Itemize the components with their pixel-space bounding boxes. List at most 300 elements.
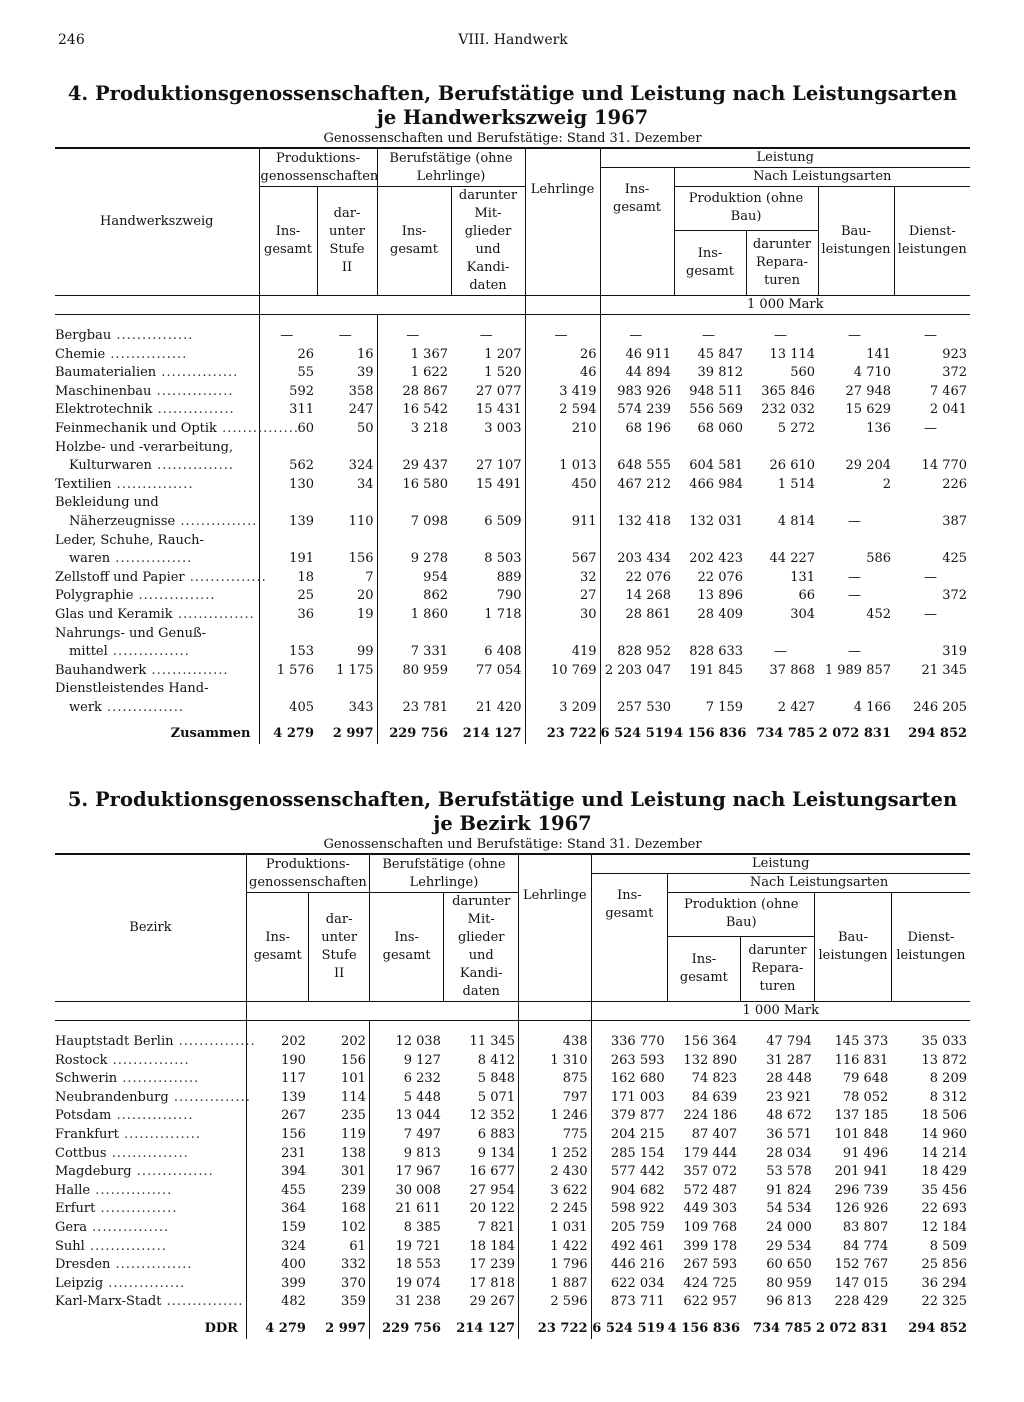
cell	[259, 680, 317, 699]
cell: 61	[349, 1238, 366, 1254]
cell: 301	[341, 1164, 366, 1180]
cell: 560	[790, 365, 816, 381]
cell: 15 629	[845, 402, 892, 418]
leader-dots: ...............	[161, 1294, 244, 1310]
cell: 84 774	[842, 1238, 889, 1254]
row-label-text: Feinmechanik und Optik	[55, 420, 217, 436]
table-5-section	[55, 788, 970, 1339]
leader-dots: ...............	[152, 402, 235, 418]
cell: 790	[496, 588, 522, 604]
cell: 21 611	[369, 1200, 444, 1219]
cell: 923	[942, 346, 968, 362]
cell: 336 770	[591, 1021, 668, 1052]
header-produktion: Produktion (ohne Bau)	[674, 187, 818, 231]
cell: 84 639	[691, 1089, 738, 1105]
cell: 6 408	[484, 644, 522, 660]
table-row	[55, 457, 970, 476]
cell: 22 325	[921, 1294, 967, 1310]
cell	[451, 439, 525, 458]
cell: 311	[259, 401, 317, 420]
cell: 4 710	[853, 365, 892, 381]
cell: 66	[798, 588, 816, 604]
row-label	[55, 439, 259, 458]
cell: 13 114	[769, 346, 816, 362]
cell: 7 159	[705, 699, 744, 715]
table-row	[55, 569, 970, 588]
cell: —	[848, 569, 862, 585]
table-row	[55, 587, 970, 606]
cell: 16 542	[377, 401, 451, 420]
cell: 26 610	[769, 458, 816, 474]
cell: 9 278	[377, 550, 451, 569]
total-cell: 214 127	[456, 1320, 516, 1336]
row-label	[55, 420, 300, 439]
cell: 60 650	[766, 1257, 812, 1273]
row-label	[55, 457, 259, 476]
row-label	[55, 1275, 246, 1294]
unit5-label: 1 000 Mark	[591, 1002, 970, 1021]
table-row	[55, 1021, 970, 1052]
table-row	[55, 1052, 970, 1071]
cell: 136	[866, 420, 892, 436]
cell: —	[702, 328, 716, 343]
row-label	[55, 1200, 246, 1219]
cell: 138	[341, 1145, 366, 1161]
row-label-text: Chemie	[55, 346, 106, 362]
row-label	[55, 364, 259, 383]
cell: 91 824	[766, 1182, 812, 1198]
cell: 130	[259, 476, 317, 495]
cell: 101	[341, 1071, 366, 1087]
cell	[894, 494, 970, 513]
total-cell: 4 279	[259, 717, 317, 744]
row-label	[55, 699, 259, 718]
total-cell: 4 156 836	[674, 726, 747, 742]
cell: 446 216	[591, 1256, 668, 1275]
cell	[746, 494, 818, 513]
cell: 34	[356, 476, 374, 492]
cell: 399 178	[683, 1238, 738, 1254]
total-label: DDR	[204, 1320, 238, 1336]
cell: 904 682	[591, 1182, 668, 1201]
cell: 1 514	[777, 476, 816, 492]
leader-dots: ...............	[90, 1182, 173, 1198]
leader-dots: ...............	[111, 1108, 194, 1124]
leader-dots: ...............	[168, 1089, 251, 1105]
cell: 1 796	[519, 1256, 592, 1275]
cell	[317, 439, 377, 458]
table-row	[55, 1256, 970, 1275]
cell: 574 239	[600, 401, 674, 420]
cell: 365 846	[761, 383, 816, 399]
header-stufe: dar- unter Stufe II	[317, 187, 377, 296]
header5-l-spacer	[591, 936, 668, 1001]
row-label	[55, 315, 259, 346]
table-row	[55, 1089, 970, 1108]
cell: 131	[790, 569, 816, 585]
cell: 228 429	[834, 1294, 889, 1310]
row-label	[55, 476, 259, 495]
cell: 267	[246, 1107, 308, 1126]
cell: 983 926	[600, 383, 674, 402]
row-label-text: Halle	[55, 1182, 91, 1198]
leader-dots: ...............	[118, 1126, 201, 1142]
cell	[746, 680, 818, 699]
cell: 1 989 857	[824, 662, 892, 678]
cell: 17 239	[469, 1257, 516, 1273]
cell: 5 071	[477, 1089, 516, 1105]
cell: 47 794	[766, 1034, 812, 1049]
cell: 8 509	[929, 1238, 967, 1254]
cell: 247	[348, 402, 374, 418]
row-label	[55, 1070, 246, 1089]
cell: 5 448	[369, 1089, 444, 1108]
cell: 27 077	[476, 383, 522, 399]
cell: 28 448	[766, 1071, 812, 1087]
cell: 139	[259, 513, 317, 532]
cell: 372	[942, 365, 968, 381]
row-label-text: waren	[69, 551, 111, 567]
table-row	[55, 1070, 970, 1089]
header5-pg: Produktions- genossenschaften	[246, 854, 369, 893]
cell: 32	[525, 569, 600, 588]
cell	[818, 680, 894, 699]
cell: 648 555	[600, 457, 674, 476]
cell: 2 596	[519, 1293, 592, 1312]
header5-bt: Berufstätige (ohne Lehrlinge)	[369, 854, 518, 893]
cell: 3 622	[519, 1182, 592, 1201]
row-label	[55, 569, 267, 588]
row-label-text: Bauhandwerk	[55, 662, 147, 678]
header-bau: Bau- leistungen	[818, 187, 894, 296]
cell	[525, 680, 600, 699]
cell: 25	[259, 587, 317, 606]
cell: 9 134	[477, 1145, 516, 1161]
cell: 358	[348, 383, 374, 399]
cell: 101 848	[834, 1126, 889, 1142]
cell: 53 578	[766, 1164, 812, 1180]
cell	[451, 680, 525, 699]
table-4-title-line2: je Handwerkszweig 1967	[376, 106, 649, 129]
cell: 13 872	[921, 1052, 967, 1068]
table-row	[55, 699, 970, 718]
cell: 68 060	[697, 420, 744, 436]
header-bt-insgesamt: Ins- gesamt	[377, 187, 451, 296]
cell: 6 883	[477, 1126, 516, 1142]
cell: 74 823	[691, 1071, 738, 1087]
cell: 29 534	[766, 1238, 812, 1254]
cell: 357 072	[683, 1164, 738, 1180]
cell: 873 711	[591, 1293, 668, 1312]
table-4-section	[55, 82, 970, 744]
table-4-body	[55, 315, 970, 745]
total-cell: 294 852	[908, 726, 968, 742]
cell: 7	[365, 569, 374, 585]
row-label	[55, 1107, 246, 1126]
row-label-text: Leder, Schuhe, Rauch-	[55, 532, 204, 548]
table-row	[55, 1293, 970, 1312]
row-label-text: Magdeburg	[55, 1164, 132, 1180]
row-label-text: Nahrungs- und Genuß-	[55, 625, 207, 641]
cell: 68 196	[600, 420, 674, 439]
cell: 202	[341, 1034, 366, 1049]
leader-dots: ...............	[111, 328, 194, 343]
total-cell: 734 785	[752, 1320, 812, 1336]
cell: 80 959	[377, 662, 451, 681]
cell: 285 154	[591, 1145, 668, 1164]
cell: 14 214	[921, 1145, 967, 1161]
cell	[317, 532, 377, 551]
cell	[377, 494, 451, 513]
table-row	[55, 625, 970, 644]
table-row	[55, 315, 970, 346]
cell: 46 911	[600, 346, 674, 365]
cell: 27 948	[845, 383, 892, 399]
row-label	[55, 1052, 246, 1071]
table-row	[55, 1163, 970, 1182]
row-label-text: Hauptstadt Berlin	[55, 1034, 174, 1049]
header5-produktion: Produktion (ohne Bau)	[668, 893, 815, 937]
cell	[525, 532, 600, 551]
row-label	[55, 606, 259, 625]
header5-lehrlinge: Lehrlinge	[519, 854, 592, 936]
row-label-text: Maschinenbau	[55, 383, 152, 399]
cell: 6 232	[369, 1070, 444, 1089]
cell: 109 768	[683, 1219, 738, 1235]
cell: 36	[259, 606, 317, 625]
cell: 132 890	[683, 1052, 738, 1068]
cell: 5 272	[777, 420, 816, 436]
cell: 55	[259, 364, 317, 383]
total-row	[55, 717, 970, 744]
cell: 828 633	[689, 644, 744, 660]
cell: 116 831	[834, 1052, 889, 1068]
cell: 1 367	[377, 346, 451, 365]
cell: 343	[348, 699, 374, 715]
cell	[600, 494, 674, 513]
cell: 25 856	[921, 1257, 967, 1273]
cell: 3 209	[525, 699, 600, 718]
cell: 205 759	[591, 1219, 668, 1238]
cell: 492 461	[591, 1238, 668, 1257]
table-row	[55, 606, 970, 625]
leader-dots: ...............	[95, 1201, 178, 1217]
cell	[818, 625, 894, 644]
table-row	[55, 1275, 970, 1294]
cell	[894, 625, 970, 644]
row-label	[55, 1293, 246, 1312]
cell: 18	[259, 569, 317, 588]
leader-dots: ...............	[131, 1164, 214, 1180]
cell: —	[259, 315, 317, 346]
total-cell: 2 997	[332, 726, 374, 742]
cell: 1 718	[484, 606, 522, 622]
cell: 19 721	[369, 1238, 444, 1257]
cell	[259, 494, 317, 513]
row-label	[55, 1021, 256, 1052]
page-number: 246	[58, 32, 85, 48]
header-pg: Produktions- genossenschaften	[259, 148, 377, 187]
header-l-insgesamt: Ins- gesamt	[600, 168, 674, 231]
cell: 102	[341, 1219, 366, 1235]
cell: 202 423	[689, 551, 744, 567]
table-row	[55, 550, 970, 569]
cell: 15 431	[476, 402, 522, 418]
cell: 1 520	[484, 365, 522, 381]
row-label	[55, 494, 259, 513]
row-label-text: Baumaterialien	[55, 365, 157, 381]
leader-dots: ...............	[84, 1238, 167, 1254]
cell: 203 434	[600, 550, 674, 569]
cell: 586	[866, 551, 892, 567]
cell: 96 813	[766, 1294, 812, 1310]
row-label	[55, 513, 259, 532]
cell: 20 122	[469, 1201, 516, 1217]
cell: 39 812	[697, 365, 744, 381]
cell	[746, 532, 818, 551]
row-label	[55, 1219, 246, 1238]
row-label	[55, 550, 259, 569]
cell: 482	[246, 1293, 308, 1312]
cell: 28 409	[697, 606, 744, 622]
table-row	[55, 1238, 970, 1257]
row-label-text: Neubrandenburg	[55, 1089, 169, 1105]
cell: 296 739	[834, 1182, 889, 1198]
cell: 2 430	[519, 1163, 592, 1182]
cell: 304	[790, 606, 816, 622]
cell: 83 807	[842, 1219, 889, 1235]
header5-lehrlinge-spacer	[519, 936, 592, 1001]
cell: 29 437	[377, 457, 451, 476]
row-label	[55, 1163, 246, 1182]
cell: —	[525, 315, 600, 346]
cell: 171 003	[591, 1089, 668, 1108]
cell: 450	[525, 476, 600, 495]
cell: 60	[259, 420, 317, 439]
row-label-text: Zellstoff und Papier	[55, 569, 185, 585]
leader-dots: ...............	[110, 1257, 193, 1273]
header-leistung: Leistung	[600, 148, 970, 168]
row-label-text: Bergbau	[55, 328, 112, 343]
cell: 15 491	[476, 476, 522, 492]
cell: 1 013	[525, 457, 600, 476]
total-cell: 2 072 831	[818, 726, 892, 742]
header-mitglieder: darunter Mit- glieder und Kandi- daten	[451, 187, 525, 296]
cell: 28 034	[766, 1145, 812, 1161]
cell: 7 497	[369, 1126, 444, 1145]
header-bt: Berufstätige (ohne Lehrlinge)	[377, 148, 525, 187]
cell: 132 031	[689, 513, 744, 529]
cell: 379 877	[591, 1107, 668, 1126]
cell	[818, 532, 894, 551]
cell: 862	[377, 587, 451, 606]
table-row	[55, 1219, 970, 1238]
leader-dots: ...............	[107, 644, 190, 660]
row-label-text: mittel	[69, 644, 108, 660]
cell: 14 268	[600, 587, 674, 606]
cell: 7 821	[477, 1219, 516, 1235]
row-label	[55, 1256, 246, 1275]
cell: 372	[942, 588, 968, 604]
cell: 110	[348, 513, 374, 529]
table-row	[55, 680, 970, 699]
cell: 1 252	[519, 1145, 592, 1164]
cell: 8 503	[484, 551, 522, 567]
cell	[317, 625, 377, 644]
leader-dots: ...............	[151, 383, 234, 399]
table-row	[55, 401, 970, 420]
cell: 2	[882, 476, 892, 492]
cell: 31 287	[766, 1052, 812, 1068]
total-cell: 734 785	[756, 726, 816, 742]
cell: 400	[246, 1256, 308, 1275]
cell: 152 767	[834, 1257, 889, 1273]
cell: 622 034	[591, 1275, 668, 1294]
cell: 87 407	[691, 1126, 738, 1142]
header5-nach: Nach Leistungsarten	[668, 874, 970, 893]
cell	[377, 625, 451, 644]
leader-dots: ...............	[216, 420, 300, 436]
cell	[674, 680, 746, 699]
cell: 2 203 047	[600, 662, 674, 681]
cell: —	[377, 315, 451, 346]
cell: 201 941	[834, 1164, 889, 1180]
cell: 36 571	[766, 1126, 812, 1142]
cell	[451, 625, 525, 644]
cell: 1 860	[377, 606, 451, 625]
cell: 22 693	[921, 1201, 967, 1217]
row-label	[55, 1126, 246, 1145]
header5-leistung: Leistung	[591, 854, 970, 874]
leader-dots: ...............	[184, 569, 267, 585]
cell: 6 509	[484, 513, 522, 529]
row-label-text: Cottbus	[55, 1145, 107, 1161]
cell: 17 818	[469, 1275, 516, 1291]
cell: 30	[525, 606, 600, 625]
leader-dots: ...............	[103, 1275, 186, 1291]
table-5	[55, 853, 970, 1339]
cell: 7 467	[929, 383, 968, 399]
cell: 592	[259, 383, 317, 402]
table-row	[55, 420, 970, 439]
cell: 246 205	[913, 699, 968, 715]
cell: 50	[356, 420, 374, 436]
header5-bt-insgesamt: Ins- gesamt	[369, 893, 444, 1002]
row-label-text: Gera	[55, 1219, 88, 1235]
cell: —	[924, 569, 938, 585]
cell: 21 345	[921, 662, 968, 678]
cell: 405	[259, 699, 317, 718]
table-4-title-line1: 4. Produktionsgenossenschaften, Berufstätige und Leistung nach Leistungsarten	[67, 82, 958, 105]
row-label-text: Elektrotechnik	[55, 402, 153, 418]
cell: 147 015	[834, 1275, 889, 1291]
table-row	[55, 1200, 970, 1219]
cell: 48 672	[766, 1108, 812, 1124]
header5-pg-insgesamt: Ins- gesamt	[246, 893, 308, 1002]
cell: 19	[356, 606, 374, 622]
cell: 4 166	[853, 699, 892, 715]
table-row	[55, 532, 970, 551]
row-label-text: Holzbe- und -verarbeitung,	[55, 439, 234, 455]
row-label-text: Näherzeugnisse	[69, 513, 176, 529]
cell	[377, 532, 451, 551]
row-label-text: Kulturwaren	[69, 458, 152, 474]
total-cell: 6 524 519	[600, 717, 674, 744]
total-label: Zusammen	[170, 726, 251, 742]
row-label-text: Textilien	[55, 476, 112, 492]
total-cell: 229 756	[369, 1312, 444, 1339]
cell: 141	[866, 346, 892, 362]
